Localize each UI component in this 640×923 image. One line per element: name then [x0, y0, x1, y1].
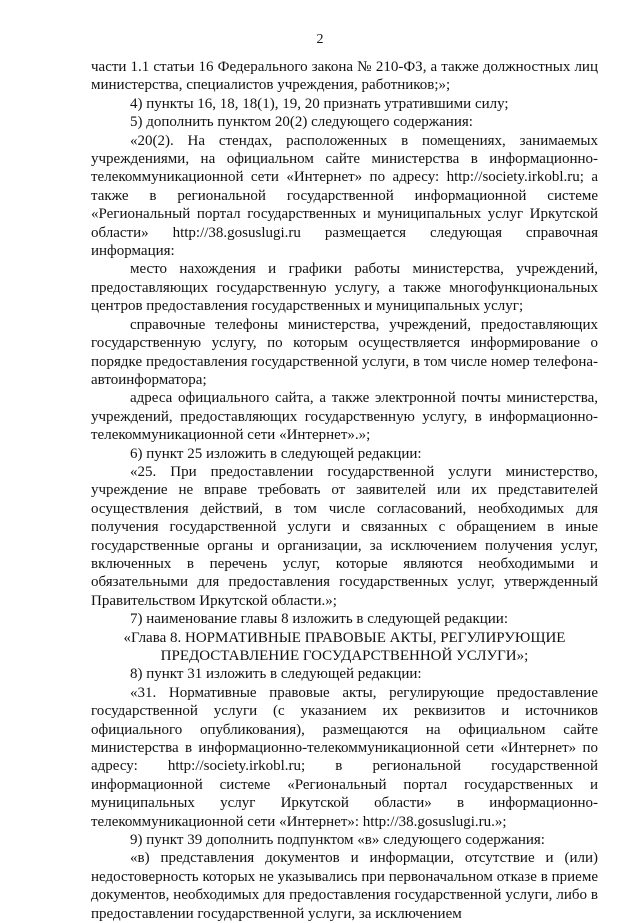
paragraph: место нахождения и графики работы министерства, учреждений, предоставляющих государственную услугу, а также многофункциональных центров предоставления государственных и муниципальных услуг;: [91, 261, 598, 315]
paragraph: справочные телефоны министерства, учреждений, предоставляющих государственную услугу, по которым осуществляется информирование о порядке предоставления государственной услуги, в том числе номер телефона-автоинформатора;: [91, 316, 598, 388]
paragraph: части 1.1 статьи 16 Федерального закона № 210-ФЗ, а также должностных лиц министерства, специалистов учреждения, работников;»;: [91, 59, 598, 94]
paragraph: 4) пункты 16, 18, 18(1), 19, 20 признать утратившими силу;: [130, 95, 509, 112]
paragraph: «25. При предоставлении государственной услуги министерство, учреждение не вправе требовать от заявителей или их представителей осуществления действий, в том числе согласований, необходимых для получения государственной услуги и связанных с обращением в иные государственные органы и организации, за исключением получения услуг, включенных в перечень услуг, которые являются необходимыми и обязательными для предоставления государственных услуг, утвержденный Правительством Иркутской области.»;: [91, 463, 598, 609]
paragraph: 6) пункт 25 изложить в следующей редакции:: [130, 445, 422, 462]
paragraph: «в) представления документов и информации, отсутствие и (или) недостоверность которых не указывались при первоначальном отказе в приеме документов, необходимых для предоставления государственной услуги, либо в предоставлении государственной услуги, за исключением: [91, 850, 598, 922]
paragraph: адреса официального сайта, а также электронной почты министерства, учреждений, предоставляющих государственную услугу, в информационно-телекоммуникационной сети «Интернет».»;: [91, 390, 598, 444]
page-number: 2: [316, 32, 324, 47]
paragraph: 9) пункт 39 дополнить подпунктом «в» следующего содержания:: [130, 832, 545, 849]
document-body: [91, 58, 598, 923]
paragraph: «20(2). На стендах, расположенных в помещениях, занимаемых учреждениями, на официальном сайте министерства в информационно-телекоммуникационной сети «Интернет» по адресу: http://society.irkobl.ru; а также в региональной государственной информационной системе «Региональный портал государственных и муниципальных услуг Иркутской области» http://38.gosuslugi.ru размещается следующая справочная информация:: [91, 132, 598, 260]
paragraph: 5) дополнить пунктом 20(2) следующего содержания:: [130, 114, 473, 131]
chapter-heading: «Глава 8. НОРМАТИВНЫЕ ПРАВОВЫЕ АКТЫ, РЕГУЛИРУЮЩИЕ ПРЕДОСТАВЛЕНИЕ ГОСУДАРСТВЕННОЙ УСЛУГИ»;: [123, 629, 566, 664]
paragraph: «31. Нормативные правовые акты, регулирующие предоставление государственной услуги (с указанием их реквизитов и источников официального опубликования), размещаются на официальном сайте министерства в информационно-телекоммуникационной сети «Интернет» по адресу: http://society.irkobl.ru; в региональной государственной информационной системе «Региональный портал государственных и муниципальных услуг Иркутской области» в информационно-телекоммуникационной сети «Интернет»: http://38.gosuslugi.ru.»;: [91, 684, 598, 830]
paragraph: 8) пункт 31 изложить в следующей редакции:: [130, 666, 422, 683]
paragraph: 7) наименование главы 8 изложить в следующей редакции:: [130, 611, 508, 628]
